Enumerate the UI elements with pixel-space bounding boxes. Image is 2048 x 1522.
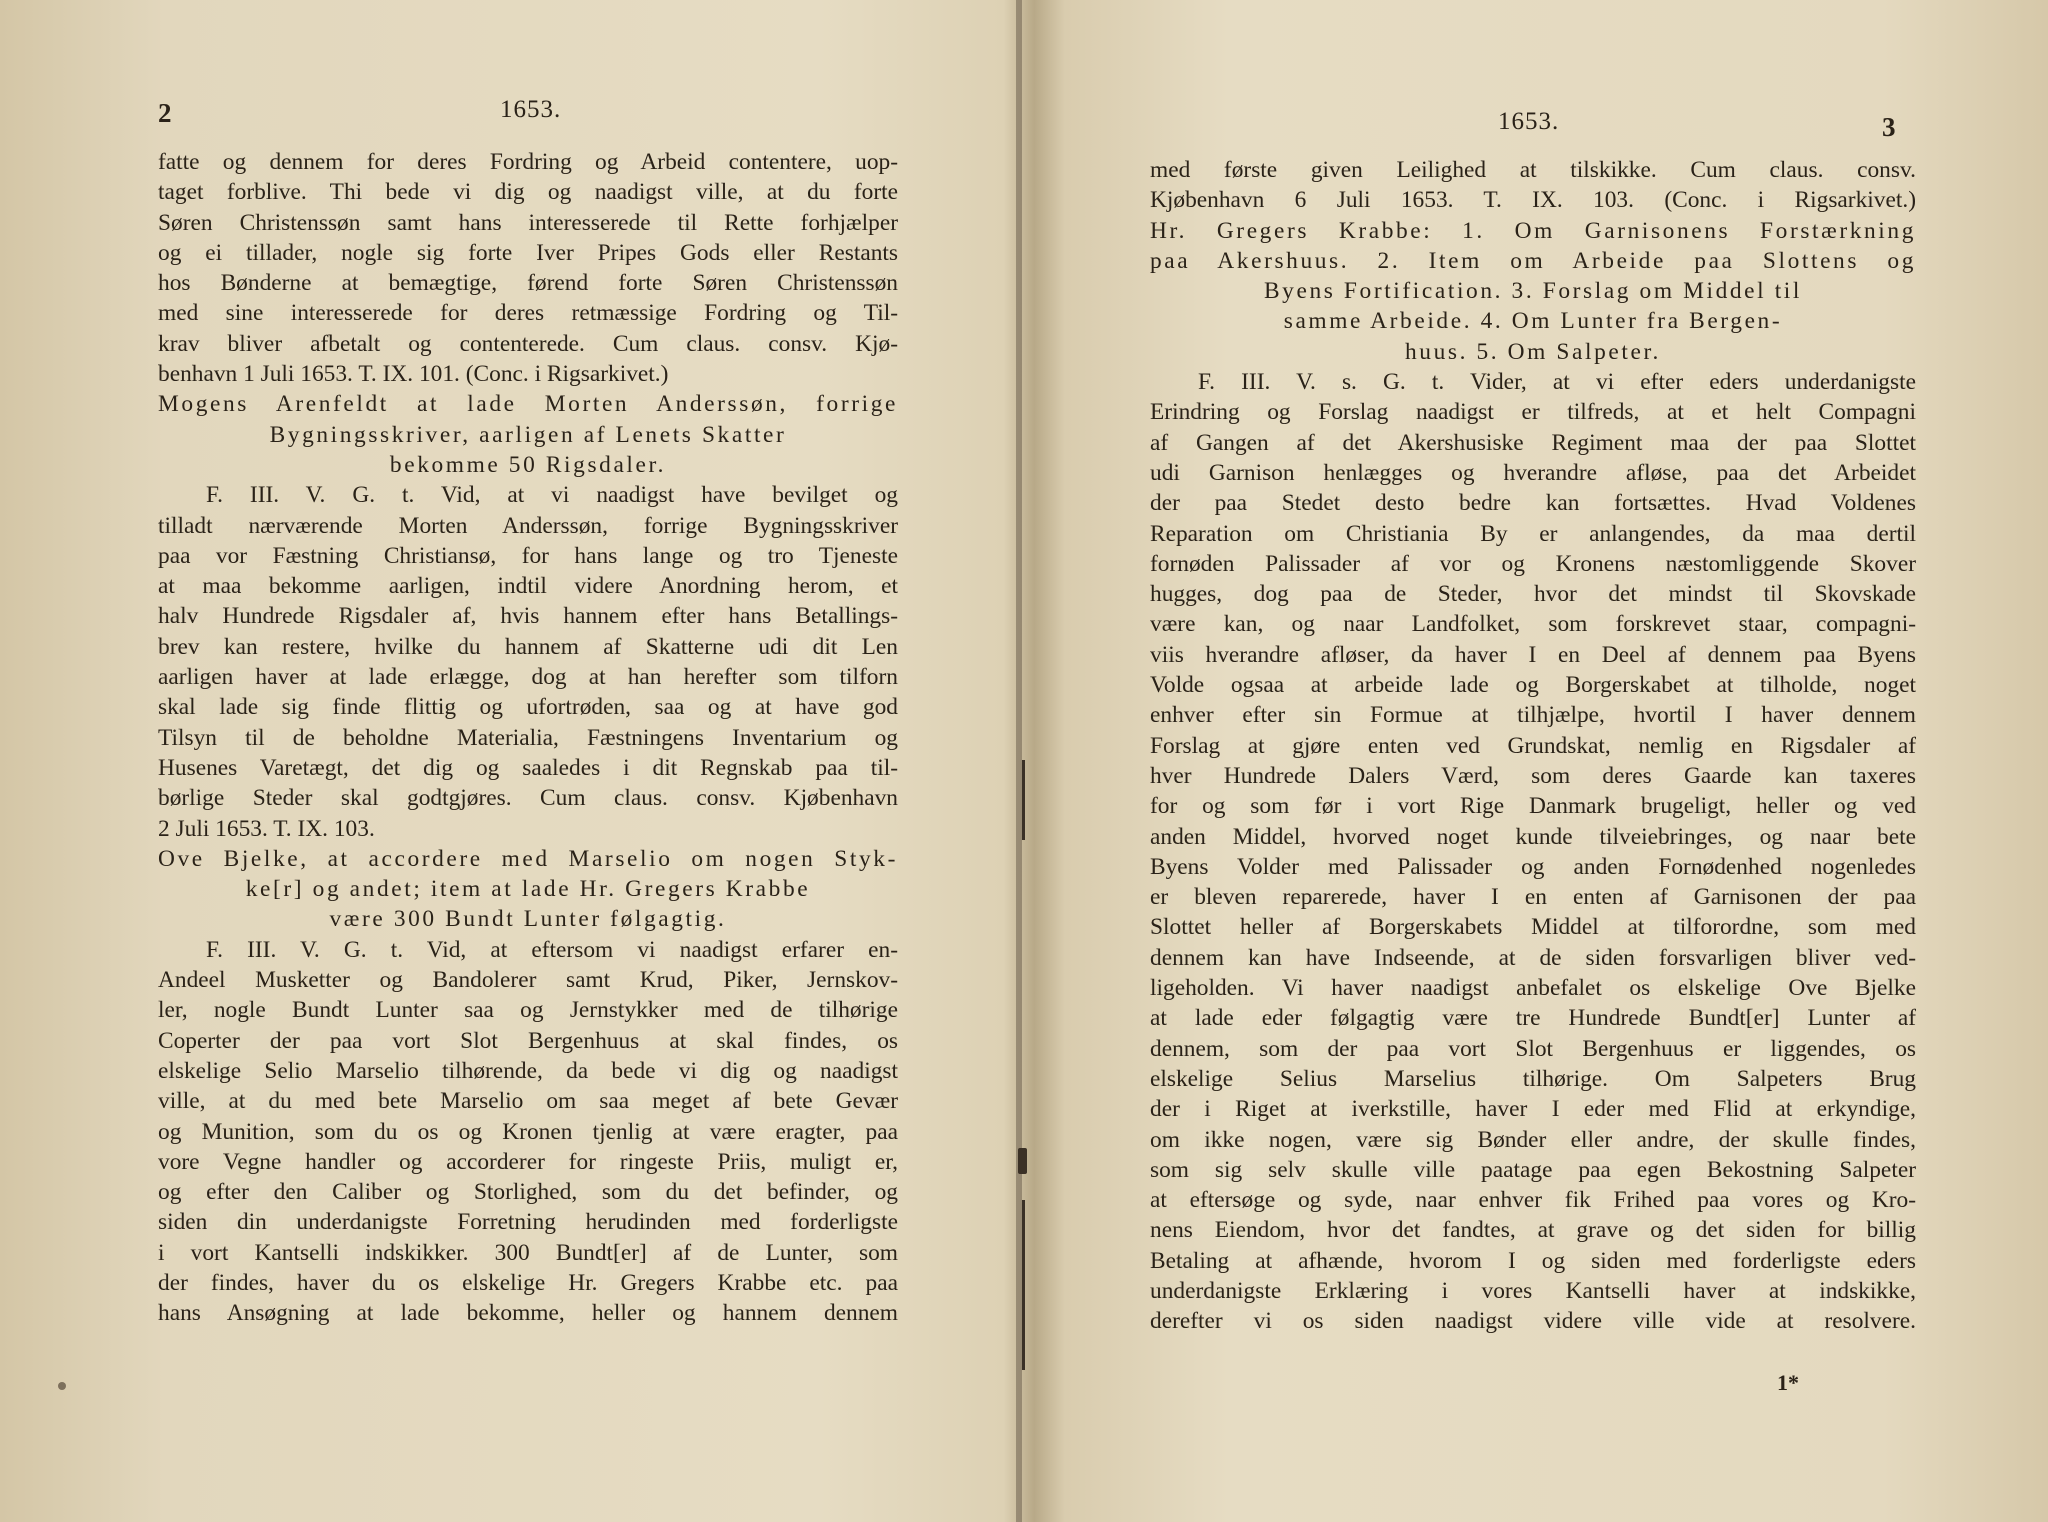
text-line: taget forblive. Thi bede vi dig og naadigst ville, at du forte <box>158 179 898 206</box>
text-line: Tilsyn til de beholdne Materialia, Fæstningens Inventarium og <box>158 724 898 751</box>
text-line: er bleven reparerede, haver I en enten af Garnisonen der paa <box>1150 884 1916 911</box>
text-line: ke[r] og andet; item at lade Hr. Gregers Krabbe <box>245 876 811 903</box>
text-line: paa vor Fæstning Christiansø, for hans lange og tro Tjeneste <box>158 542 898 569</box>
text-line: benhavn 1 Juli 1653. T. IX. 101. (Conc. i Rigsarkivet.) <box>158 361 669 388</box>
text-line: om ikke nogen, være sig Bønder eller andre, der skulle findes, <box>1150 1126 1916 1153</box>
text-line: der paa Stedet desto bedre kan fortsættes. Hvad Voldenes <box>1150 490 1916 517</box>
text-line: Volde ogsaa at arbeide lade og Borgerskabet at tilholde, noget <box>1150 672 1916 699</box>
left-page-text <box>158 147 898 1329</box>
text-line: Slottet heller af Borgerskabets Middel at tilforordne, som med <box>1150 914 1916 941</box>
text-line: og efter den Caliber og Storlighed, som du det befinder, og <box>158 1179 898 1206</box>
left-page <box>0 0 1016 1522</box>
text-line: ler, nogle Bundt Lunter saa og Jernstykker med de tilhørige <box>158 997 898 1024</box>
text-line: elskelige Selio Marselio tilhørende, da bede vi dig og naadigst <box>158 1057 898 1084</box>
text-line: brev kan restere, hvilke du hannem af Skatterne udi dit Len <box>158 633 898 660</box>
text-line: i vort Kantselli indskikker. 300 Bundt[er] af de Lunter, som <box>158 1239 898 1266</box>
text-line: 2 Juli 1653. T. IX. 103. <box>158 815 375 842</box>
right-page-header: 1653. <box>1498 108 1560 135</box>
text-line: Betaling at afhænde, hvorom I og siden med forderligste eders <box>1150 1247 1916 1274</box>
text-line: nens Eiendom, hvor det fandtes, at grave og det siden for billig <box>1150 1217 1916 1244</box>
text-line: fornøden Palissader af vor og Kronens næstomliggende Skover <box>1150 550 1916 577</box>
text-line: siden din underdanigste Forretning herudinden med forderligste <box>158 1209 898 1236</box>
text-line: Coperter der paa vort Slot Bergenhuus at skal findes, os <box>158 1027 898 1054</box>
text-line: Mogens Arenfeldt at lade Morten Anderssøn, forrige <box>158 391 898 418</box>
text-line: ligeholden. Vi haver naadigst anbefalet os elskelige Ove Bjelke <box>1150 975 1916 1002</box>
text-line: Byens Volder med Palissader og anden Fornødenhed nogenledes <box>1150 853 1916 880</box>
text-line: enhver efter sin Formue at tilhjælpe, hvortil I haver dennem <box>1150 702 1916 729</box>
left-page-header: 1653. <box>500 96 562 123</box>
text-line: at lade eder følgagtig være tre Hundrede Bundt[er] Lunter af <box>1150 1005 1916 1032</box>
binding-thread <box>1022 760 1025 840</box>
text-line: Husenes Varetægt, det dig og saaledes i dit Regnskab paa til- <box>158 754 898 781</box>
binding-thread <box>1018 1148 1027 1174</box>
signature-mark: 1* <box>1777 1370 1799 1395</box>
text-line: halv Hundrede Rigsdaler af, hvis hannem efter hans Betallings- <box>158 603 898 630</box>
text-line: være 300 Bundt Lunter følgagtig. <box>329 906 727 933</box>
text-line: at maa bekomme aarligen, indtil videre Anordning herom, et <box>158 573 898 600</box>
text-line: viis hverandre afløser, da haver I en Deel af dennem paa Byens <box>1150 641 1916 668</box>
text-line: hans Ansøgning at lade bekomme, heller og hannem dennem <box>158 1300 898 1327</box>
text-line: Bygningsskriver, aarligen af Lenets Skatter <box>269 421 787 448</box>
binding-thread <box>1022 1200 1025 1370</box>
text-line: anden Middel, hvorved noget kunde tilveiebringes, og naar bete <box>1150 823 1916 850</box>
right-page-text <box>1150 155 1916 1337</box>
text-line: at eftersøge og syde, naar enhver fik Frihed paa vores og Kro- <box>1150 1187 1916 1214</box>
text-line: huus. 5. Om Salpeter. <box>1404 338 1661 365</box>
text-line: F. III. V. G. t. Vid, at vi naadigst have bevilget og <box>206 482 898 509</box>
text-line: hos Bønderne at bemægtige, førend forte Søren Christenssøn <box>158 270 898 297</box>
text-line: F. III. V. s. G. t. Vider, at vi efter eders underdanigste <box>1198 369 1916 396</box>
text-line: Andeel Musketter og Bandolerer samt Krud, Piker, Jernskov- <box>158 967 898 994</box>
text-line: F. III. V. G. t. Vid, at eftersom vi naadigst erfarer en- <box>206 936 898 963</box>
text-line: udi Garnison henlægges og hverandre afløse, paa det Arbeidet <box>1150 459 1916 486</box>
right-page-number: 3 <box>1882 112 1896 142</box>
text-line: dennem, som der paa vort Slot Bergenhuus er liggendes, os <box>1150 1035 1916 1062</box>
text-line: tilladt nærværende Morten Anderssøn, forrige Bygningsskriver <box>158 512 898 539</box>
text-line: Hr. Gregers Krabbe: 1. Om Garnisonens Forstærkning <box>1150 217 1916 244</box>
text-line: underdanigste Erklæring i vores Kantselli haver at indskikke, <box>1150 1277 1916 1304</box>
text-line: Ove Bjelke, at accordere med Marselio om nogen Styk- <box>158 845 898 872</box>
right-page <box>1022 0 2048 1522</box>
text-line: hver Hundrede Dalers Værd, som deres Gaarde kan taxeres <box>1150 762 1916 789</box>
text-line: Søren Christenssøn samt hans interesserede til Rette forhjælper <box>158 209 898 236</box>
text-line: paa Akershuus. 2. Item om Arbeide paa Slottens og <box>1150 247 1916 274</box>
text-line: samme Arbeide. 4. Om Lunter fra Bergen- <box>1283 308 1783 335</box>
text-line: Erindring og Forslag naadigst er tilfreds, at et helt Compagni <box>1150 399 1916 426</box>
text-line: ville, at du med bete Marselio om saa meget af bete Gevær <box>158 1088 898 1115</box>
text-line: Kjøbenhavn 6 Juli 1653. T. IX. 103. (Conc. i Rigsarkivet.) <box>1150 187 1916 214</box>
text-line: vore Vegne handler og accorderer for ringeste Priis, muligt er, <box>158 1148 898 1175</box>
text-line: Reparation om Christiania By er anlangendes, da maa dertil <box>1150 520 1916 547</box>
left-page-number: 2 <box>158 98 172 128</box>
text-line: skal lade sig finde flittig og ufortrøden, saa og at have god <box>158 694 898 721</box>
text-line: af Gangen af det Akershusiske Regiment maa der paa Slottet <box>1150 429 1916 456</box>
paper-spot <box>58 1382 66 1390</box>
text-line: derefter vi os siden naadigst videre ville vide at resolvere. <box>1150 1308 1916 1335</box>
text-line: aarligen haver at lade erlægge, dog at han herefter som tilforn <box>158 664 898 691</box>
text-line: dennem kan have Indseende, at de siden forsvarligen bliver ved- <box>1150 944 1916 971</box>
text-line: og Munition, som du os og Kronen tjenlig at være eragter, paa <box>158 1118 898 1145</box>
text-line: Forslag at gjøre enten ved Grundskat, nemlig en Rigsdaler af <box>1150 732 1916 759</box>
text-line: være kan, og naar Landfolket, som forskrevet staar, compagni- <box>1150 611 1916 638</box>
text-line: børlige Steder skal godtgjøres. Cum claus. consv. Kjøbenhavn <box>158 785 898 812</box>
text-line: der findes, haver du os elskelige Hr. Gregers Krabbe etc. paa <box>158 1269 898 1296</box>
text-line: elskelige Selius Marselius tilhørige. Om Salpeters Brug <box>1150 1065 1916 1092</box>
text-line: bekomme 50 Rigsdaler. <box>389 451 667 478</box>
text-line: som sig selv skulle ville paatage paa egen Bekostning Salpeter <box>1150 1156 1916 1183</box>
text-line: for og som før i vort Rige Danmark brugeligt, heller og ved <box>1150 793 1916 820</box>
text-line: Byens Fortification. 3. Forslag om Middel til <box>1263 278 1802 305</box>
text-line: og ei tillader, nogle sig forte Iver Pripes Gods eller Restants <box>158 239 898 266</box>
text-line: med sine interesserede for deres retmæssige Fordring og Til- <box>158 300 898 327</box>
text-line: fatte og dennem for deres Fordring og Arbeid contentere, uop- <box>158 149 898 175</box>
text-line: der i Riget at iverkstille, haver I eder med Flid at erkyndige, <box>1150 1096 1916 1123</box>
text-line: hugges, dog paa de Steder, hvor det mindst til Skovskade <box>1150 581 1916 608</box>
text-line: med første given Leilighed at tilskikke. Cum claus. consv. <box>1150 157 1916 183</box>
text-line: krav bliver afbetalt og contenterede. Cum claus. consv. Kjø- <box>158 330 898 357</box>
